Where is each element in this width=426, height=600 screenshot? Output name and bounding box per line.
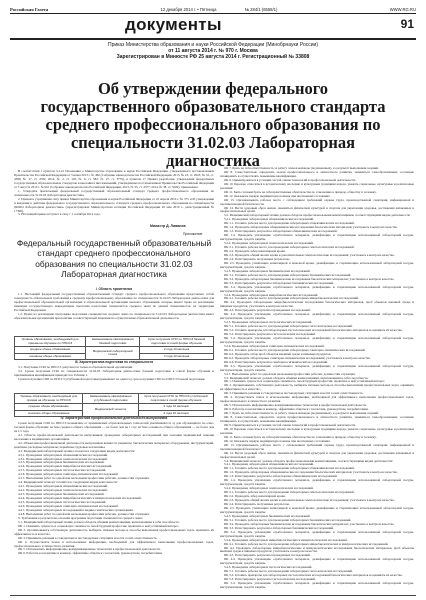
paragraph: ОК 10. Бережно относиться к историческому наследию и культурным традициям народа, уважать социальные, культурные и религиозные различия. xyxy=(220,181,414,190)
paragraph: 5.4.1. Проведение лабораторных общеклинических исследований. xyxy=(224,462,314,467)
table-row xyxy=(15,347,214,354)
site-url[interactable]: WWW.RG.RU xyxy=(389,6,416,12)
intro-paragraph: 3. Настоящий приказ вступает в силу с 1 сентября 2014 года. xyxy=(18,212,101,217)
table-header-cell: Срок получения СПО по ППССЗ углубленной подготовки в очной форме обучения xyxy=(138,394,213,404)
paragraph: 4.4. Медицинский технолог готовится к следующим видам деятельности: xyxy=(18,480,118,485)
paragraph: 5.2.5. Проведение лабораторных гистологических исследований. xyxy=(224,320,313,325)
table-cell: среднее общее образование xyxy=(15,404,83,411)
paragraph: ПК 2.1. Готовить рабочее место для проведения лабораторных гематологических исследований. xyxy=(224,245,355,250)
paragraph: ПК 2.2. Проводить забор капиллярной крови. xyxy=(224,249,286,254)
table-header-row xyxy=(15,337,214,347)
paragraph: ПК 6.4. Регистрировать результаты санитарно-гигиенических исследований. xyxy=(224,359,329,364)
left-column-section-1 xyxy=(14,287,214,335)
paragraph: ПК 5.4. Проводить утилизацию отработанного материала, дезинфекцию и стерилизацию использованной лабораторной посуды, инструментария, средств защиты. xyxy=(220,335,414,344)
article-headline: Об утверждении федерального государственного образовательного стандарта среднего профессионального образования по специальности 31.02.03 Лабораторная диагностика xyxy=(40,79,386,170)
signature-line: Министр Д. Ливанов xyxy=(150,224,186,228)
paragraph: ОК 13. Организовывать рабочее место с соблюдением требований охраны труда, производственной санитарии, инфекционной и противопожарной безопасности. xyxy=(220,442,414,451)
paragraph: 5.4.4. Проведение лабораторных микробиологических и иммунологических исследований. xyxy=(224,537,348,542)
order-registration: Зарегистрирован в Минюсте РФ 25 августа 2014 г. Регистрационный № 33808 xyxy=(116,54,310,60)
standard-title: Федеральный государственный образовательный стандарт среднего профессионального образования по специальности 31.02.03 Лабораторная диагностика xyxy=(16,238,212,280)
paragraph: Сроки получения СПО по ППССЗ независимо от применяемых образовательных технологий увеличиваются: а) для обучающихся по очно-заочной форме обучения: на базе среднего общего образования — не более чем на 1 год; на базе основного общего образования — не более чем на 1,5 года. xyxy=(14,420,214,433)
paragraph: 5.4.3. Проведение лабораторных биохимических исследований. xyxy=(224,513,311,518)
paragraph: 4.1. Область профессиональной деятельности выпускников: проведение лабораторных исследований при оказании медицинской помощи населению в медицинских организациях. xyxy=(14,432,214,441)
paragraph: ПК 6.1. Готовить рабочее место для проведения лабораторных санитарно-гигиенических исследований. xyxy=(224,347,366,352)
paragraph: ПК 5.3. Регистрировать результаты гистологических исследований. xyxy=(224,332,316,337)
paragraph: 4.4.8. Выполнение работ по одной или нескольким профессиям рабочих, должностям служащих. xyxy=(18,511,150,516)
paragraph: 4.3.5. Проведение лабораторных гистологических исследований. xyxy=(18,468,107,473)
section-rule xyxy=(10,38,416,40)
paragraph: ОК 6. Работать в коллективе и команде, эффективно общаться с коллегами, руководством, потребителями. xyxy=(224,407,369,412)
paragraph: ПК 4.4. Проводить утилизацию отработанного материала, дезинфекцию и стерилизацию использованной лабораторной посуды, инструментария, средств защиты. xyxy=(220,557,414,566)
paragraph: Сроки получения СПО по ППССЗ углубленной подготовки превышают на один год срок получения СПО по ППССЗ базовой подготовки. xyxy=(18,376,206,381)
paragraph: ПК 4.2. Проводить лабораторные микробиологические и иммунологические исследования биологических материалов, проб объектов внешней среды и пищевых продуктов; участвовать в контроле качества. xyxy=(220,545,414,554)
header-rule xyxy=(10,13,416,14)
paragraph: 5.2. Медицинский лабораторный техник должен обладать профессиональными компетенциями, соответствующими видам деятельности: xyxy=(224,213,411,218)
paragraph: 1.2. Право на реализацию программы подготовки специалистов среднего звена по специальности 31.02.03 Лабораторная диагностика имеет образовательная организация при наличии соответствующей лицензии на осуществление образовательной деятельности. xyxy=(14,311,214,320)
paragraph: ПК 6.2. Проводить отбор проб объектов внешней среды и пищевых продуктов. xyxy=(224,351,332,356)
paragraph: ОК 1. Понимать сущность и социальную значимость своей будущей профессии, проявлять к ней устойчивый интерес. xyxy=(224,379,386,384)
paragraph: 5.4.5. Проведение лабораторных гистологических исследований. xyxy=(224,565,313,570)
intro-paragraph: В соответствии с пунктом 5.2.41 Положения о Министерстве образования и науки Российской Федерации, утвержденного постановлением Правительства Российской Федерации от 3 июня 2013 г. № 466 (Собрание законодательства Российской Федерации, 2013, № 23, ст. 2923; № 33, ст. 4386; № 37, ст. 4702; 2014, № 2, ст. 126; № 6, ст. 582; № 27, ст. 3776), и пунктом 17 Правил разработки, утверждения федеральных государственных образовательных стандартов и внесения в них изменений, утвержденных постановлением Правительства Российской Федерации от 5 августа 2013 г. № 661 (Собрание законодательства Российской Федерации, 2013, № 33, ст. 4377; 2014, № 38, ст. 5069), приказываю: xyxy=(14,170,214,189)
paragraph: 4.4.3. Проведение лабораторных биохимических исследований. xyxy=(18,492,105,497)
paragraph: 5.1. Медицинский лабораторный техник должен обладать общими компетенциями, включающими в себя способность: xyxy=(18,519,180,524)
paragraph: ПК 3.3. Регистрировать результаты лабораторных биохимических исследований. xyxy=(224,525,334,530)
paragraph: ОК 14. Вести здоровый образ жизни, заниматься физической культурой и спортом для укрепления здоровья, достижения жизненных и профессиональных целей. xyxy=(220,450,414,459)
paragraph: 4.3. Медицинский лабораторный техник готовится к следующим видам деятельности: xyxy=(18,448,136,453)
issue-number: № 284/1 (6558/1) xyxy=(244,6,278,12)
paragraph: ПК 2.4. Регистрировать полученные результаты. xyxy=(224,502,290,507)
paragraph: ПК 5.1. Готовить рабочее место для проведения лабораторных гистологических исследований. xyxy=(224,569,353,574)
paragraph: ПК 3.4. Проводить утилизацию отработанного материала, дезинфекцию и стерилизацию использованной лабораторной посуды, инструментария, средств защиты. xyxy=(220,284,414,293)
paragraph: 4.3.4. Проведение лабораторных микробиологических исследований. xyxy=(18,464,113,469)
order-header xyxy=(100,42,326,60)
paragraph: 4.3.2. Проведение лабораторных гематологических исследований. xyxy=(18,456,108,461)
newspaper-brand: Российская Газета xyxy=(10,6,49,12)
paragraph: ПК 3.4. Проводить утилизацию отработанного материала, дезинфекцию и стерилизацию использованной лабораторной посуды, инструментария, средств защиты. xyxy=(220,529,414,538)
paragraph: ПК 2.4. Регистрировать полученные результаты. xyxy=(224,256,290,261)
paragraph: ОК 6. Работать в коллективе и команде, эффективно общаться с коллегами, руководством, потребителями. xyxy=(18,551,163,556)
paragraph: V. Требования к результатам освоения программы подготовки специалистов среднего звена xyxy=(18,515,143,520)
paragraph: ОК 1. Понимать сущность и социальную значимость своей будущей профессии, проявлять к ней устойчивый интерес. xyxy=(18,523,180,528)
appendix-label: Приложение xyxy=(183,232,203,236)
paragraph: 5.2.2. Проведение лабораторных гематологических исследований. xyxy=(224,241,314,246)
table-header-cell: Уровень образования, необходимый для приема на обучение по ППССЗ xyxy=(15,394,83,404)
paragraph: 4.2. Объектами профессиональной деятельности выпускников являются: пациенты; биологические материалы; оборудование, инструментарий, реактивы, расходные материалы; первичные трудовые коллективы. xyxy=(14,440,214,449)
paragraph: ПК 5.2. Готовить препараты для лабораторных гистологических исследований биологических материалов и оценивать их качество. xyxy=(224,328,403,333)
paragraph: 5.2.3. Проведение лабораторных биохимических исследований. xyxy=(224,268,311,273)
paragraph: 4.4.5. Проведение лабораторных гистологических исследований. xyxy=(18,500,107,505)
paragraph: ОК 10. Бережно относиться к историческому наследию и культурным традициям народа, уважать социальные, культурные и религиозные различия. xyxy=(220,426,414,435)
paragraph: ПК 3.1. Готовить рабочее место для проведения лабораторных биохимических исследований. xyxy=(224,272,352,277)
section-heading: IV. Характеристика профессиональной деятельности выпускников xyxy=(60,416,168,420)
table-cell: Медицинский лабораторный техник xyxy=(86,347,140,360)
order-issuer: Приказ Министерства образования и науки Российской Федерации (Минобрнауки России) xyxy=(107,42,319,48)
paragraph: ПК 4.1. Готовить рабочее место для проведения лабораторных микробиологических исследований. xyxy=(224,296,359,301)
paragraph: ОК 4. Осуществлять поиск и использование информации, необходимой для эффективного выполнения профессиональных задач, профессионального и личностного развития. xyxy=(14,539,214,548)
paragraph: ПК 2.3. Проводить общий анализ крови и дополнительные гематологические исследования; участвовать в контроле качества. xyxy=(224,252,395,257)
paragraph: 4.4.6. Проведение лабораторных санитарно-гигиенических исследований. xyxy=(18,503,119,508)
paragraph: 4.4.7. Проведение лабораторных исследований в медико-генетических организациях. xyxy=(18,507,134,512)
paragraph: 5.3. Медицинский технолог должен обладать общими компетенциями, включающими в себя способность: xyxy=(224,375,369,380)
paragraph: ПК 5.1. Готовить рабочее место для проведения лабораторных гистологических исследований. xyxy=(224,324,353,329)
intro-paragraph: 1. Утвердить прилагаемый федеральный государственный образовательный стандарт среднего профессионального образования по специальности 31.02.03 Лабораторная диагностика. xyxy=(14,188,214,197)
paragraph: ПК 4.4. Проводить утилизацию отработанного материала, дезинфекцию и стерилизацию использованной лабораторной посуды, инструментария, средств защиты. xyxy=(220,312,414,321)
table-cell: среднее общее образование xyxy=(15,347,86,354)
paragraph: 4.3.1. Проведение лабораторных общеклинических исследований. xyxy=(18,452,108,457)
paragraph: 5.4.2. Проведение лабораторных гематологических исследований. xyxy=(224,486,314,491)
page-number: 91 xyxy=(400,17,414,31)
paragraph: ПК 6.3. Проводить лабораторные санитарно-гигиенические исследования; участвовать в контроле качества. xyxy=(224,355,371,360)
table-cell: Медицинский технолог xyxy=(83,404,139,417)
paragraph: ОК 2. Организовывать собственную деятельность, выбирать типовые методы и способы выполнения профессиональных задач, оценивать их эффективность и качество. xyxy=(220,383,414,392)
paragraph: 3.2. Сроки получения СПО по специальности 31.02.03 Лабораторная диагностика базовой подготовки в очной форме обучения и присваиваемая квалификация приводятся в Таблице 1. xyxy=(14,368,214,377)
paragraph: ПК 1.4. Проводить утилизацию отработанного материала, дезинфекцию и стерилизацию использованной лабораторной посуды, инструментария, средств защиты. xyxy=(220,233,414,242)
paragraph: 1.1. Настоящий федеральный государственный образовательный стандарт среднего профессионального образования представляет собой совокупность обязательных требований к среднему профессиональному образованию по специальности 31.02.03 Лабораторная диагностика для профессиональной образовательной организации и образовательной организации высшего образования, которые имеют право на реализацию имеющих государственную аккредитацию программ подготовки специалистов среднего звена по данной специальности, на территории Российской Федерации. xyxy=(14,291,214,312)
issue-date: 12 декабря 2014 г. • Пятница xyxy=(160,6,217,12)
paragraph: 4.4.1. Проведение лабораторных общеклинических исследований. xyxy=(18,484,108,489)
paragraph: 5.2.7. Выполнение работ по одной или нескольким профессиям рабочих, должностям служащих. xyxy=(224,371,356,376)
paragraph: ПК 3.3. Регистрировать результаты лабораторных биохимических исследований. xyxy=(224,280,334,285)
table-cell: 4 года 10 месяцев xyxy=(138,410,213,417)
paragraph: 3.1. Получение СПО по ППССЗ допускается только в образовательной организации. xyxy=(18,364,133,369)
paragraph: ОК 8. Самостоятельно определять задачи профессионального и личностного развития, заниматься самообразованием, осознанно планировать и осуществлять повышение квалификации. xyxy=(220,415,414,423)
right-column xyxy=(220,167,414,594)
intro-text xyxy=(14,170,214,217)
paragraph: ПК 1.1. Готовить рабочее место для проведения лабораторных общеклинических исследований. xyxy=(224,221,355,226)
section-title: документы xyxy=(125,15,222,34)
table-basic-training xyxy=(14,336,214,360)
paragraph: ПК 4.1. Готовить рабочее место для проведения лабораторных микробиологических и иммунологических исследований. xyxy=(224,541,389,546)
paragraph: 5.2.1. Проведение лабораторных общеклинических исследований. xyxy=(224,217,314,222)
paragraph: ПК 5.3. Регистрировать результаты гистологических исследований. xyxy=(224,577,316,582)
paragraph: ПК 4.3. Регистрировать результаты проведенных исследований. xyxy=(224,553,311,558)
table-header-cell: Срок получения СПО по ППССЗ базовой подготовки в очной форме обучения xyxy=(140,337,214,347)
paragraph: ПК 2.1. Готовить рабочее место для проведения лабораторных гематологических исследований. xyxy=(224,490,355,495)
paragraph: ПК 1.2. Проводить лабораторные общеклинические исследования биологических материалов; участвовать в контроле качества. xyxy=(224,470,398,475)
paragraph: ОК 14. Вести здоровый образ жизни, заниматься физической культурой и спортом для укрепления здоровья, достижения жизненных и профессиональных целей. xyxy=(220,205,414,214)
table-header-cell: Уровень образования, необходимый для приема на обучение по ППССЗ xyxy=(15,337,86,347)
paragraph: ОК 8. Самостоятельно определять задачи профессионального и личностного развития, заниматься самообразованием, осознанно планировать и осуществлять повышение квалификации. xyxy=(220,169,414,178)
table-advanced-training xyxy=(14,393,214,417)
paragraph: ПК 1.4. Проводить утилизацию отработанного материала, дезинфекцию и стерилизацию использованной лабораторной посуды, инструментария, средств защиты. xyxy=(220,478,414,487)
paragraph: ПК 1.1. Готовить рабочее место для проведения лабораторных общеклинических исследований. xyxy=(224,466,355,471)
paragraph: 4.3.3. Проведение лабораторных биохимических исследований. xyxy=(18,460,105,465)
paragraph: ОК 3. Принимать решения в стандартных и нестандартных ситуациях и нести за них ответственность. xyxy=(18,535,158,540)
table-header-cell: Наименование квалификации углубленной подготовки xyxy=(83,394,139,404)
table-cell: основное общее образование xyxy=(15,410,83,417)
paragraph: ОК 7. Брать на себя ответственность за работу членов команды (подчиненных), за результат выполнения заданий. xyxy=(224,411,379,416)
section-heading: III. Характеристика подготовки по специальности xyxy=(74,360,154,364)
paragraph: 4.3.6. Проведение лабораторных санитарно-гигиенических исследований. xyxy=(18,472,119,477)
paragraph: 5.4. Медицинский технолог должен обладать профессиональными компетенциями, соответствующими видам деятельности: xyxy=(224,458,394,463)
table-header-cell: Наименование квалификации базовой подготовки xyxy=(86,337,140,347)
table-row xyxy=(15,404,214,411)
paragraph: 5.2.4. Проведение лабораторных микробиологических исследований. xyxy=(224,292,319,297)
paragraph: ПК 5.2. Готовить препараты для лабораторных гистологических исследований биологических материалов и оценивать их качество. xyxy=(224,573,403,578)
paragraph: 4.4.4. Проведение лабораторных микробиологических и иммунологических исследований. xyxy=(18,496,142,501)
table-cell: 2 года 10 месяцев xyxy=(140,347,214,354)
table-header-row xyxy=(15,394,214,404)
intro-paragraph: 2. Признать утратившим силу приказ Министерства образования и науки Российской Федерации от 22 апреля 2010 г. № 375 «Об утверждении и введении в действие федерального государственного образовательного стандарта среднего профессионального образования по специальности 060604 Лабораторная диагностика» (зарегистрирован Министерством юстиции Российской Федерации 26 мая 2010 г., регистрационный № 17390). xyxy=(14,196,214,213)
paragraph: ПК 1.3. Регистрировать результаты лабораторных общеклинических исследований. xyxy=(224,229,338,234)
left-column-section-4 xyxy=(14,416,214,594)
left-column-section-3 xyxy=(14,360,214,392)
paragraph: ОК 3. Принимать решения в стандартных и нестандартных ситуациях и нести за них ответственность. xyxy=(224,391,364,396)
paragraph: ОК 2. Организовывать собственную деятельность, выбирать типовые методы и способы выполнения профессиональных задач, оценивать их эффективность и качество. xyxy=(14,527,214,536)
paragraph: ОК 12. Оказывать первую медицинскую помощь при неотложных состояниях. xyxy=(224,438,331,443)
paragraph: ПК 4.2. Проводить лабораторные микробиологические исследования биологических материалов, проб объектов внешней среды и пищевых продуктов; участвовать в контроле качества. xyxy=(220,300,414,309)
paragraph: ПК 4.3. Регистрировать результаты проведенных исследований. xyxy=(224,308,311,313)
paragraph: ОК 4. Осуществлять поиск и использование информации, необходимой для эффективного выполнения профессиональных задач, профессионального и личностного развития. xyxy=(220,395,414,404)
paragraph: ОК 5. Использовать информационно-коммуникационные технологии в профессиональной деятельности. xyxy=(224,403,367,408)
paragraph: ПК 3.1. Готовить рабочее место для проведения лабораторных биохимических исследований. xyxy=(224,517,352,522)
paragraph: ОК 11. Быть готовым брать на себя нравственные обязательства по отношению к природе, обществу и человеку. xyxy=(224,189,377,194)
paragraph: ОК 9. Ориентироваться в условиях частой смены технологий в профессиональной деятельности. xyxy=(224,422,356,427)
paragraph: ОК 12. Оказывать первую медицинскую помощь при неотложных состояниях. xyxy=(224,193,331,198)
paragraph: ПК 6.5. Проводить утилизацию отработанного материала, дезинфекцию и стерилизацию использованной лабораторной посуды, инструментария, средств защиты. xyxy=(220,363,414,372)
table-cell: основное общее образование xyxy=(15,353,86,360)
paragraph: ОК 5. Использовать информационно-коммуникационные технологии в профессиональной деятельности. xyxy=(18,547,161,552)
paragraph: ОК 11. Быть готовым брать на себя нравственные обязательства по отношению к природе, обществу и человеку. xyxy=(224,434,377,439)
paragraph: ПК 2.3. Проводить общий анализ крови и дополнительные гематологические исследования; участвовать в контроле качества. xyxy=(224,498,395,503)
paragraph: ПК 3.2. Проводить лабораторные биохимические исследования биологических материалов; участвовать в контроле качества. xyxy=(224,521,395,526)
paragraph: ПК 2.2. Проводить забор капиллярной крови. xyxy=(224,494,286,499)
paragraph: ПК 3.2. Проводить лабораторные биохимические исследования биологических материалов; участвовать в контроле качества. xyxy=(224,276,395,281)
paragraph: ОК 9. Ориентироваться в условиях частой смены технологий в профессиональной деятельности. xyxy=(224,177,356,182)
paragraph: ПК 1.3. Регистрировать результаты лабораторных общеклинических исследований. xyxy=(224,474,338,479)
paragraph: 5.2.6. Проведение лабораторных санитарно-гигиенических исследований. xyxy=(224,343,325,348)
section-heading: I. Область применения xyxy=(95,287,133,291)
paragraph: 4.3.7. Выполнение работ по одной или нескольким профессиям рабочих, должностям служащих. xyxy=(18,476,150,481)
paragraph: ПК 2.5. Проводить утилизацию капиллярной и венозной крови, дезинфекцию и стерилизацию использованной лабораторной посуды, инструментария, средств защиты. xyxy=(220,260,414,269)
paragraph: ПК 2.5. Проводить утилизацию капиллярной и венозной крови, дезинфекцию и стерилизацию использованной лабораторной посуды, инструментария, средств защиты. xyxy=(220,505,414,514)
paragraph: ОК 7. Брать на себя ответственность за работу членов команды (подчиненных), за результат выполнения заданий. xyxy=(224,167,379,170)
paragraph: ПК 5.4. Проводить утилизацию отработанного материала, дезинфекцию и стерилизацию использованной лабораторной посуды, инструментария, средств защиты. xyxy=(220,581,414,590)
table-cell: 3 года 10 месяцев xyxy=(140,353,214,360)
table-cell: 3 года 10 месяцев xyxy=(138,404,213,411)
paragraph: ПК 1.2. Проводить лабораторные общеклинические исследования биологических материалов; участвовать в контроле качества. xyxy=(224,225,398,230)
paragraph: ОК 13. Организовывать рабочее место с соблюдением требований охраны труда, производственной санитарии, инфекционной и противопожарной безопасности. xyxy=(220,197,414,206)
paragraph: 4.4.2. Проведение лабораторных гематологических исследований. xyxy=(18,488,108,493)
order-number: от 11 августа 2014 г. № 970 г. Москва xyxy=(168,48,258,54)
footer-rule xyxy=(10,595,416,596)
